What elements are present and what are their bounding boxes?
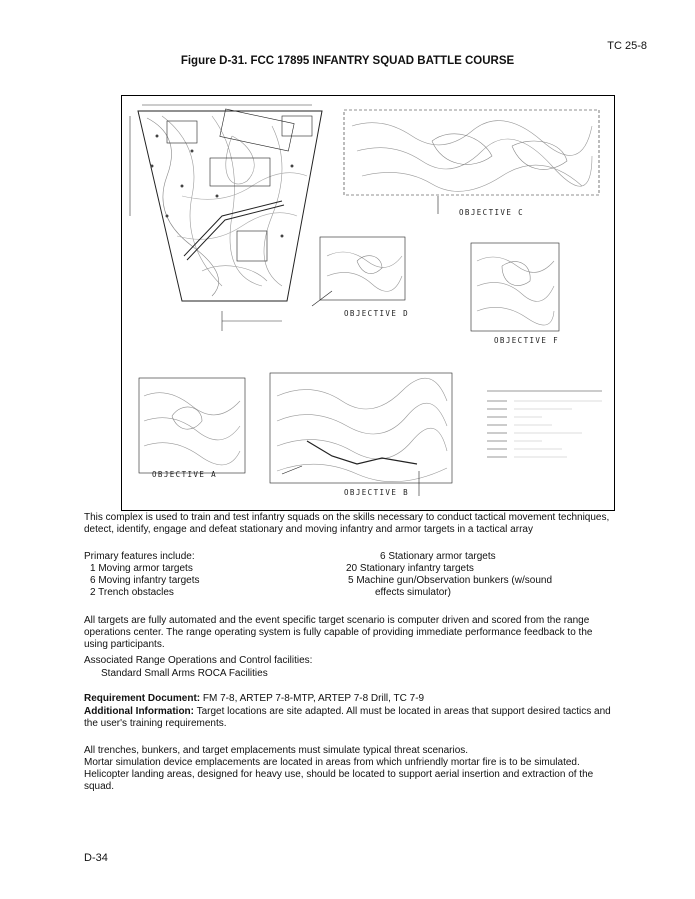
range-map-drawing xyxy=(122,96,614,510)
note-line: Mortar simulation device emplacements are located in areas from which unfriendly mortar fire is to be simulated. xyxy=(84,757,580,768)
page-number: D-34 xyxy=(84,852,108,864)
feature-item: 6 Moving infantry targets xyxy=(90,575,200,586)
features-left-column xyxy=(90,563,200,599)
requirement-document xyxy=(84,693,614,705)
feature-item: 20 Stationary infantry targets xyxy=(346,563,474,574)
range-map-figure xyxy=(121,95,615,511)
notes xyxy=(84,745,614,793)
description-paragraph: This complex is used to train and test infantry squads on the skills necessary to conduct tactical movement techniques, detect, identify, engage and defeat stationary and moving infantry and armor targets in a tactical array xyxy=(84,512,610,535)
additional-info-value: Target locations are site adapted. All must be located in areas that support desired tactics and the user's training requirements. xyxy=(84,706,611,729)
objective-d-label: OBJECTIVE D xyxy=(344,309,410,318)
requirement-value: FM 7-8, ARTEP 7-8-MTP, ARTEP 7-8 Drill, TC 7-9 xyxy=(200,693,425,704)
additional-information xyxy=(84,706,614,730)
feature-item: 2 Trench obstacles xyxy=(90,587,174,598)
features-right-column xyxy=(346,563,552,599)
objective-b-label: OBJECTIVE B xyxy=(344,488,410,497)
figure-title: Figure D-31. FCC 17895 INFANTRY SQUAD BATTLE COURSE xyxy=(180,55,515,67)
facilities-heading: Associated Range Operations and Control facilities: xyxy=(84,655,313,666)
objective-f-label: OBJECTIVE F xyxy=(494,336,560,345)
feature-item: effects simulator) xyxy=(375,587,451,598)
additional-info-label: Additional Information: xyxy=(84,706,194,717)
feature-item-first-right: 6 Stationary armor targets xyxy=(380,551,496,562)
document-number: TC 25-8 xyxy=(607,40,647,52)
feature-item: 5 Machine gun/Observation bunkers (w/sound xyxy=(348,575,553,586)
objective-a-label: OBJECTIVE A xyxy=(152,470,218,479)
note-line: Helicopter landing areas, designed for heavy use, should be located to support aerial insertion and extraction of the squad. xyxy=(84,769,594,792)
feature-item: 1 Moving armor targets xyxy=(90,563,193,574)
requirement-label: Requirement Document: xyxy=(84,693,201,704)
primary-features-heading: Primary features include: xyxy=(84,551,195,562)
facilities-item: Standard Small Arms ROCA Facilities xyxy=(101,668,268,679)
automation-paragraph: All targets are fully automated and the event specific target scenario is computer driven and scored from the range operations center. The range operating system is fully capable of providing immediate performance feedback to the using participants. xyxy=(84,615,593,650)
note-line: All trenches, bunkers, and target emplacements must simulate typical threat scenarios. xyxy=(84,745,469,756)
objective-c-label: OBJECTIVE C xyxy=(459,208,525,217)
